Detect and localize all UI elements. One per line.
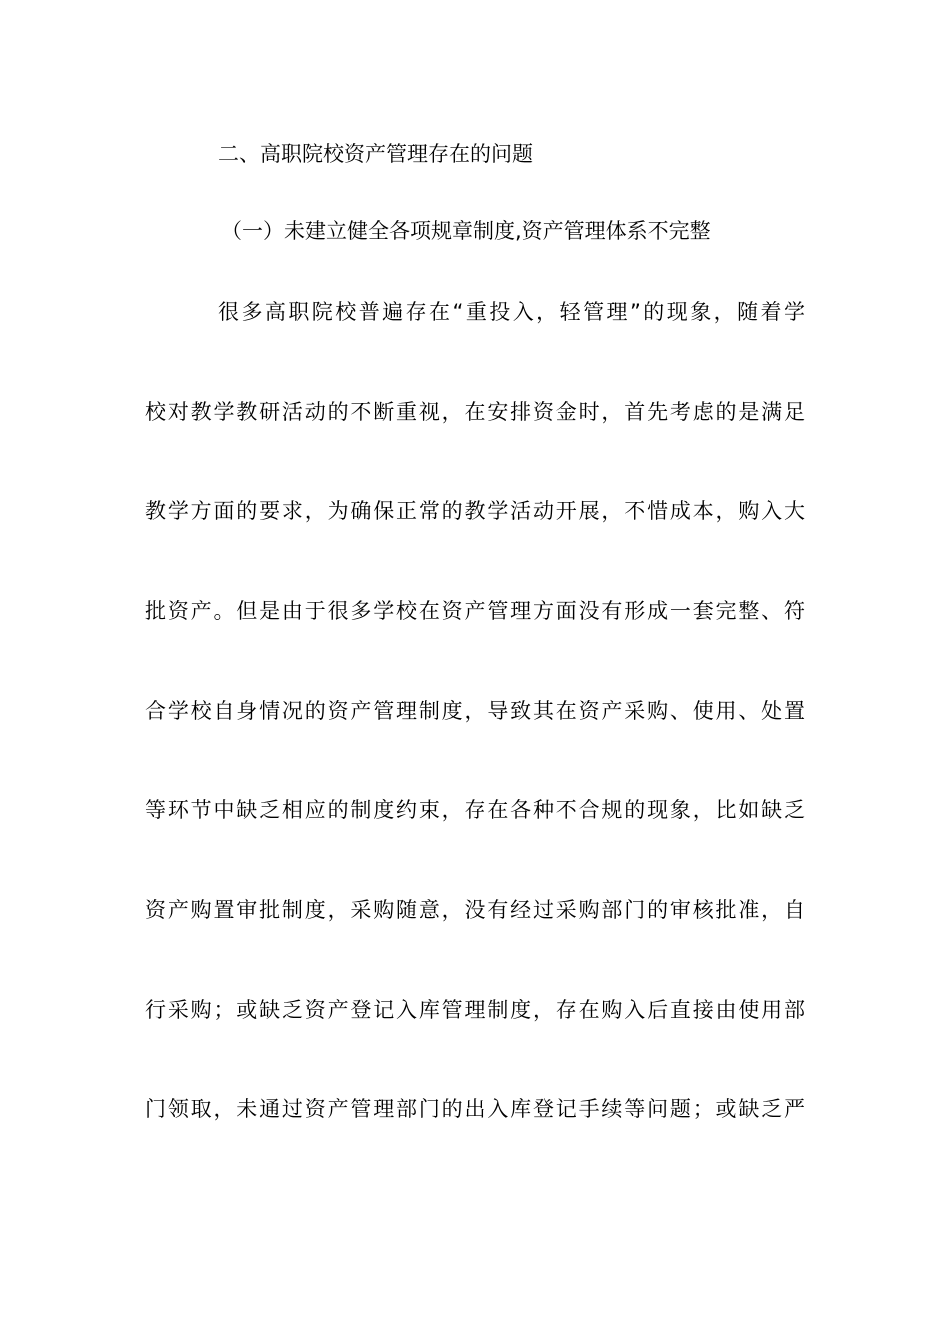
paragraph-line: 资产购置审批制度，采购随意，没有经过采购部门的审核批准，自 [145, 898, 805, 922]
subsection-heading: （一）未建立健全各项规章制度,资产管理体系不完整 [221, 219, 711, 243]
paragraph-line: 合学校自身情况的资产管理制度，导致其在资产采购、使用、处置 [145, 699, 805, 723]
paragraph-line: 校对教学教研活动的不断重视，在安排资金时，首先考虑的是满足 [145, 400, 805, 424]
paragraph-line: 等环节中缺乏相应的制度约束，存在各种不合规的现象，比如缺乏 [145, 798, 805, 822]
paragraph-line: 门领取，未通过资产管理部门的出入库登记手续等问题；或缺乏严 [145, 1097, 805, 1121]
paragraph-line: 批资产。但是由于很多学校在资产管理方面没有形成一套完整、符 [145, 599, 805, 623]
paragraph-line: 行采购；或缺乏资产登记入库管理制度，存在购入后直接由使用部 [145, 998, 805, 1022]
paragraph-line: 教学方面的要求，为确保正常的教学活动开展，不惜成本，购入大 [145, 499, 805, 523]
section-heading: 二、高职院校资产管理存在的问题 [218, 142, 533, 166]
paragraph-line: 很多高职院校普遍存在“重投入，轻管理”的现象，随着学 [218, 300, 805, 324]
